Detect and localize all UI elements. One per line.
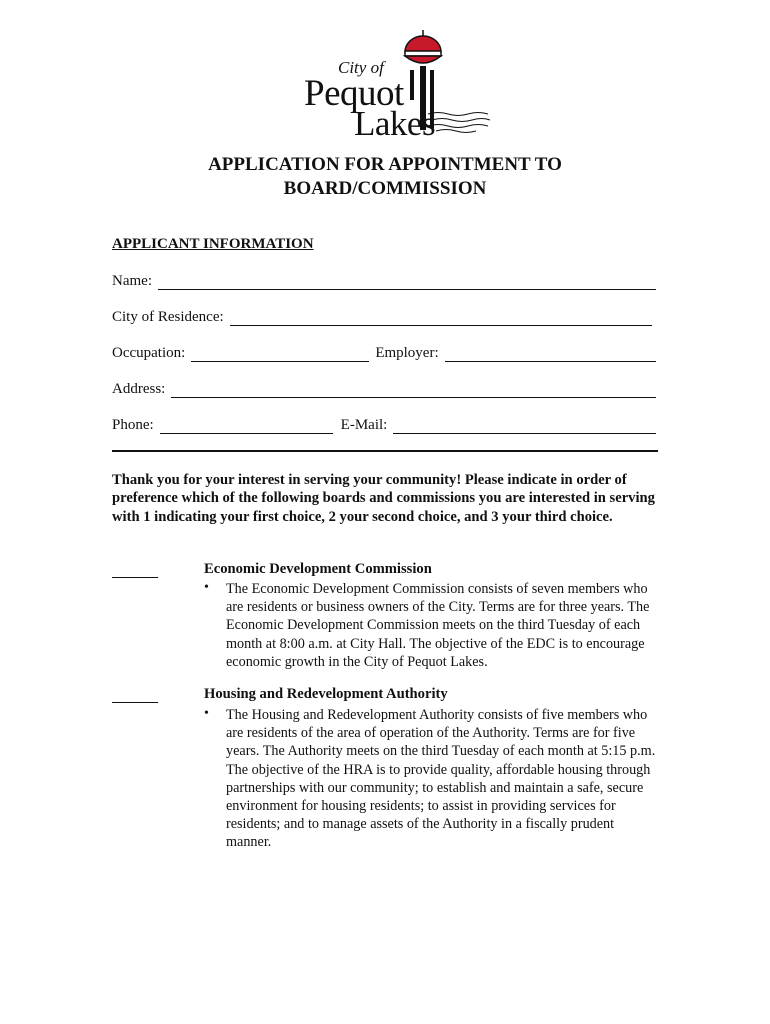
edc-preference-blank[interactable] — [112, 561, 158, 578]
edc-title: Economic Development Commission — [204, 561, 432, 577]
form-title-line2: BOARD/COMMISSION — [283, 178, 487, 199]
hra-bullet: • — [204, 706, 209, 721]
form-title-line1: APPLICATION FOR APPOINTMENT TO — [208, 154, 562, 175]
employer-field[interactable] — [445, 345, 656, 362]
address-field[interactable] — [171, 381, 656, 398]
phone-email-row — [112, 412, 656, 434]
logo-pequot: Pequot — [304, 73, 404, 114]
occupation-field[interactable] — [191, 345, 369, 362]
logo-city-of: City of — [338, 58, 384, 77]
occupation-row — [112, 340, 656, 362]
residence-row — [112, 304, 656, 326]
address-row — [112, 376, 656, 398]
hra-title: Housing and Redevelopment Authority — [204, 686, 448, 702]
waves-icon — [426, 110, 492, 134]
phone-label: Phone: — [112, 417, 154, 433]
email-label: E-Mail: — [340, 417, 388, 433]
applicant-info-heading: APPLICANT INFORMATION — [112, 236, 314, 252]
hra-preference-blank[interactable] — [112, 686, 158, 703]
name-label: Name: — [112, 273, 152, 289]
occupation-label: Occupation: — [112, 345, 186, 361]
residence-label: City of Residence: — [112, 309, 224, 325]
phone-field[interactable] — [160, 417, 333, 434]
city-logo — [298, 30, 498, 143]
logo-lakes: Lakes — [354, 104, 436, 143]
address-label: Address: — [112, 381, 166, 397]
employer-label: Employer: — [375, 345, 439, 361]
edc-bullet: • — [204, 580, 209, 595]
hra-description: The Housing and Redevelopment Authority consists of five members who are residents of the area of operation of the Authority. Terms are for five years. The Authority meets on the third Tuesday of each month at 5:15 p.m. The objective of the HRA is to provide quality, affordable housing through partnerships with our community; to establish and maintain a safe, secure environment for housing residents; to assist in providing services for residents; and to manage assets of the Authority in a fiscally prudent manner. — [226, 707, 656, 851]
section-divider — [112, 450, 658, 452]
email-field[interactable] — [393, 417, 656, 434]
residence-field[interactable] — [230, 309, 652, 326]
edc-description: The Economic Development Commission consists of seven members who are residents or business owners of the City. Terms are for three years. The Economic Development Commission meets on the third Tuesday of each month at 8:00 a.m. at City Hall. The objective of the EDC is to encourage economic growth in the City of Pequot Lakes. — [226, 581, 650, 670]
name-field[interactable] — [158, 273, 656, 290]
preference-instructions: Thank you for your interest in serving your community! Please indicate in order of preference which of the following boards and commissions you are interested in serving with 1 indicating your first choice, 2 your second choice, and 3 your third choice. — [112, 472, 655, 525]
name-row — [112, 268, 656, 290]
